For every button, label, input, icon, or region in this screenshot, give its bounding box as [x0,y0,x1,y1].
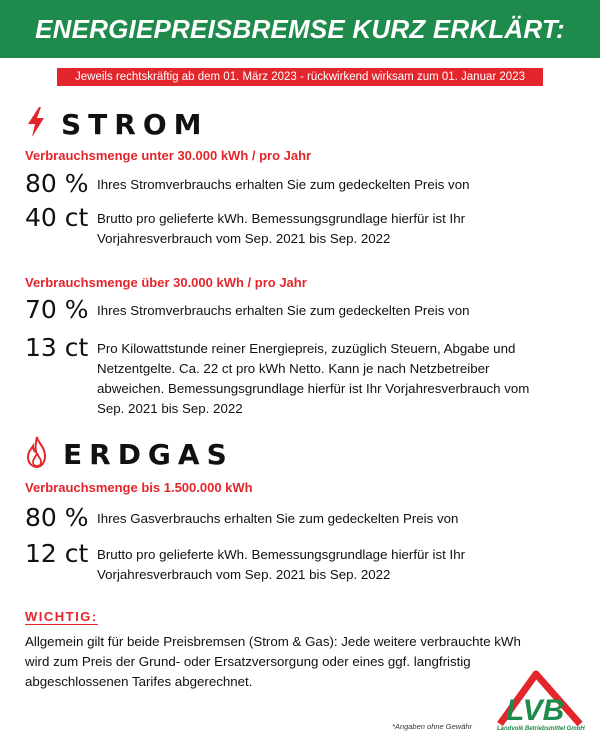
validity-banner: Jeweils rechtskräftig ab dem 01. März 2023 - rückwirkend wirksam zum 01. Januar 2023 [57,68,543,86]
strom-row-4 [25,334,537,419]
erdgas-heading [25,435,234,474]
erdgas-row-2 [25,540,497,585]
strom-title: STROM [61,108,209,141]
lvb-logo [492,668,590,733]
strom-text-3: Ihres Stromverbrauchs erhalten Sie zum gedeckelten Preis von [97,303,470,318]
strom-value-80: 80 % [25,169,89,198]
page-title: ENERGIEPREISBREMSE KURZ ERKLÄRT: [35,13,565,44]
erdgas-text-2: Brutto pro gelieferte kWh. Bemessungsgrundlage hierfür ist Ihr Vorjahresverbrauch vom Sep. 2021 bis Sep. 2022 [97,547,466,582]
disclaimer-note: *Angaben ohne Gewähr [392,722,473,731]
erdgas-text-1: Ihres Gasverbrauchs erhalten Sie zum gedeckelten Preis von [97,511,459,526]
erdgas-title: ERDGAS [63,438,234,471]
erdgas-row-1 [25,504,527,532]
strom-heading [25,106,209,143]
erdgas-value-80: 80 % [25,503,89,532]
wichtig-text: Allgemein gilt für beide Preisbremsen (Strom & Gas): Jede weitere verbrauchte kWh wird zum Preis der Grund- oder Ersatzversorgung oder eines ggf. langfristig abgeschlossenen Tarifes abgerechnet. [25,634,521,689]
erdgas-subtitle: Verbrauchsmenge bis 1.500.000 kWh [25,480,253,495]
strom-value-13ct: 13 ct [25,333,89,362]
erdgas-value-12ct: 12 ct [25,539,89,568]
strom-value-70: 70 % [25,295,89,324]
strom-row-2 [25,204,497,249]
flame-icon [25,435,49,474]
strom-text-4: Pro Kilowattstunde reiner Energiepreis, zuzüglich Steuern, Abgabe und Netzentgelte. Ca. 22 ct pro kWh Netto. Kann je nach Netzbetreiber abweichen. Bemessungsgrundlage hierfür ist Ihr Vorjahresverbrauch vom Sep. 2021 bis Sep. 2022 [97,341,530,416]
svg-text:LVB: LVB [506,694,565,727]
strom-row-3 [25,296,527,324]
logo-caption: Landvolk Betriebsmittel GmbH [497,726,585,732]
strom-subtitle-2: Verbrauchsmenge über 30.000 kWh / pro Jahr [25,275,307,290]
strom-value-40ct: 40 ct [25,203,89,232]
strom-row-1 [25,170,527,198]
strom-subtitle-1: Verbrauchsmenge unter 30.000 kWh / pro Jahr [25,148,312,163]
strom-text-1: Ihres Stromverbrauchs erhalten Sie zum gedeckelten Preis von [97,177,470,192]
wichtig-label: WICHTIG: [25,609,98,624]
strom-text-2: Brutto pro gelieferte kWh. Bemessungsgrundlage hierfür ist Ihr Vorjahresverbrauch vom Sep. 2021 bis Sep. 2022 [97,211,466,246]
header-bar [0,0,600,58]
lightning-icon [25,106,47,143]
